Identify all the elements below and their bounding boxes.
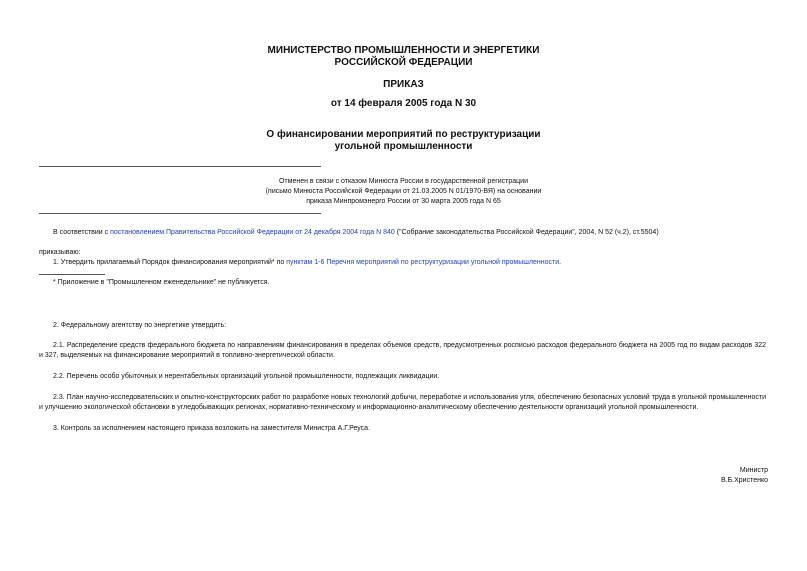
notice-line-2: (письмо Минюста Российской Федерации от 21.03.2005 N 01/1970-ВЯ) на основании (265, 188, 542, 195)
divider-bottom (39, 213, 321, 214)
item-1-prefix: 1. Утвердить прилагаемый Порядок финансирования мероприятий* по (53, 259, 287, 266)
doc-date: от 14 февраля 2005 года N 30 (330, 98, 477, 109)
divider-top (39, 166, 321, 167)
ministry-line-2: РОССИЙСКОЙ ФЕДЕРАЦИИ (334, 57, 473, 68)
measures-list-link[interactable]: пунктам 1-6 Перечня мероприятий по реструктуризации угольной промышленности (286, 259, 560, 266)
ministry-line-1: МИНИСТЕРСТВО ПРОМЫШЛЕННОСТИ И ЭНЕРГЕТИКИ (267, 45, 540, 56)
footnote: * Приложение в "Промышленном еженедельнике" не публикуется. (53, 279, 270, 286)
signature-position: Министр (739, 467, 768, 474)
footnote-divider (39, 274, 105, 275)
doc-type: ПРИКАЗ (383, 79, 424, 90)
item-1-suffix: . (559, 259, 562, 266)
intro-prefix: В соответствии с (53, 229, 111, 236)
ministry-header (0, 45, 807, 69)
cancellation-notice (0, 177, 807, 207)
item-2-2: 2.2. Перечень особо убыточных и нерентабельных организаций угольной промышленности, подлежащих ликвидации. (53, 373, 440, 380)
doc-title-line-2: угольной промышленности (334, 141, 473, 152)
intro-paragraph (53, 228, 659, 238)
notice-line-1: Отменен в связи с отказом Минюста России в государственной регистрации (278, 178, 528, 185)
signature-name: В.Б.Христенко (720, 477, 768, 484)
item-2-1: 2.1. Распределение средств федерального бюджета по направлениям финансирования в пределах объемов средств, предусмотренных росписью расходов федерального бюджета на 2005 год по видам расходов 322 и 327, выделяемых на финансирование мероприятий в топливно-энергетической области. (39, 342, 766, 359)
item-3: 3. Контроль за исполнением настоящего приказа возложить на заместителя Министра А.Г.Реуса. (53, 425, 371, 432)
notice-line-3: приказа Минпромэнерго России от 30 марта 2005 года N 65 (306, 198, 501, 205)
doc-title-line-1: О финансировании мероприятий по реструктуризации (266, 129, 541, 140)
doc-title (0, 129, 807, 153)
order-word: приказываю: (39, 249, 81, 256)
government-decree-link[interactable]: постановлением Правительства Российской Федерации от 24 декабря 2004 года N 840 (110, 229, 395, 236)
item-2: 2. Федеральному агентству по энергетике утвердить: (53, 322, 227, 329)
item-2-3: 2.3. План научно-исследовательских и опытно-конструкторских работ по разработке новых технологий добычи, переработке и использования угля, обеспечению безопасных условий труда в угольной промышленности и улучшению экологической обстановки в угледобывающих регионах, нормативно-техническому и информационно-аналитическому обеспечению деятельности организаций угольной промышленности. (39, 394, 766, 411)
intro-suffix: ("Собрание законодательства Российской Федерации", 2004, N 52 (ч.2), ст.5504) (394, 229, 659, 236)
item-1 (53, 258, 561, 268)
